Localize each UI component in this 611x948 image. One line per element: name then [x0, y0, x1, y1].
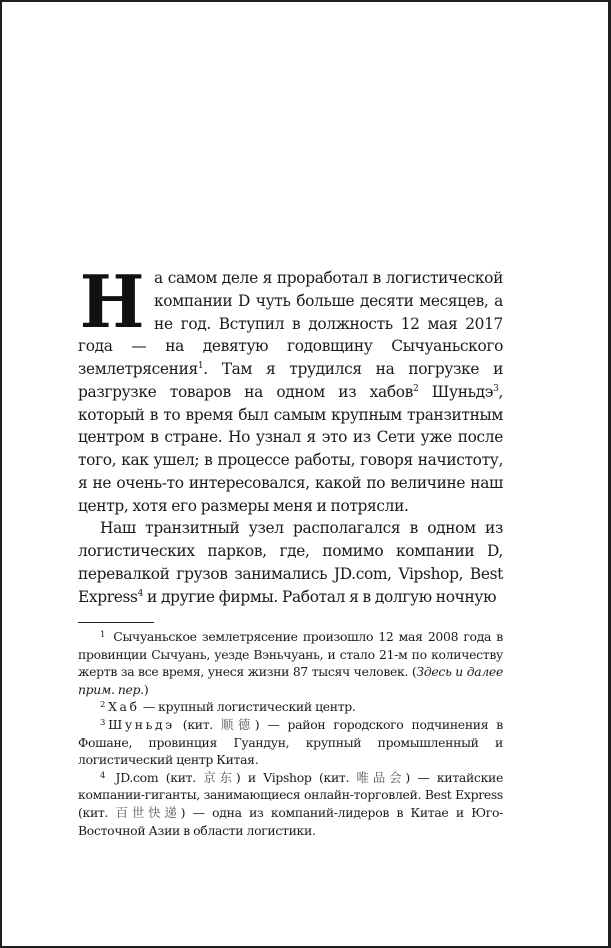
chinese-characters: 京东: [203, 769, 236, 785]
footnote-ref-1[interactable]: 1: [197, 361, 204, 371]
footnote-term: Хаб: [108, 699, 140, 715]
footnote-text: ) — одна из компаний-лидеров в Китае и Юго-Восточной Азии в области логистики.: [78, 804, 503, 838]
footnote-number: 3: [100, 717, 106, 728]
footnote-1: [78, 628, 503, 698]
footnote-text: Сычуаньское землетрясение произошло 12 мая 2008 года в провинции Сычуань, уезде Вэньчуань, и стало 21-м по количеству жертв за все время, унеся жизни 87 тысяч человек. (: [78, 629, 503, 680]
footnote-text: ) — китайские компании-гиганты, занимающиеся онлайн-торговлей. Best Express (кит.: [78, 769, 504, 820]
paragraph-1-text: а самом деле я проработал в логистической компании D чуть больше десяти месяцев, а не год. Вступил в должность 12 мая 2017 года — на девятую годовщину Сычуаньского землетрясения: [78, 269, 503, 378]
footnote-term: Шуньдэ: [108, 716, 175, 732]
footnote-text: ) и Vipshop (кит.: [235, 769, 357, 785]
paragraph-2-text: Наш транзитный узел располагался в одном из логистических парков, где, помимо компании D, перевалкой грузов занимались JD.com, Vipshop, Best Express: [78, 519, 503, 606]
book-page: [2, 2, 608, 946]
paragraph-1: [78, 259, 503, 517]
footnote-italic-text: Здесь и далее прим. пер.: [78, 664, 504, 697]
paragraph-2: [78, 517, 503, 608]
footnote-ref-2[interactable]: 2: [412, 383, 419, 394]
paragraph-1-text: Шуньдэ: [418, 382, 494, 401]
footnote-text: — крупный логистический центр.: [139, 699, 356, 715]
chinese-characters: 百世快递: [115, 804, 181, 820]
footnote-text: JD.com (кит.: [108, 769, 204, 785]
footnote-ref-3[interactable]: 3: [493, 383, 499, 394]
footnote-separator: [78, 622, 154, 623]
footnotes: [78, 628, 503, 839]
footnote-2: [78, 698, 503, 716]
footnote-number: 4: [100, 770, 106, 781]
footnote-text: (кит.: [174, 716, 221, 732]
footnote-text: ) — район городского подчинения в Фошане, провинция Гуандун, крупный промышленный и логистический центр Китая.: [78, 716, 503, 768]
paragraph-1-text: , который в то время был самым крупным транзитным центром в стране. Но узнал я это из Сети уже после того, как ушел; в процессе работы, говоря начистоту, я не очень-то интересовался, какой по величине наш центр, хотя его размеры меня и потрясли.: [78, 382, 503, 515]
paragraph-2-text: и другие фирмы. Работал я в долгую ночную: [142, 587, 497, 606]
chinese-characters: 唯品会: [356, 769, 406, 785]
drop-cap: Н: [79, 259, 145, 344]
main-text: [78, 259, 503, 608]
footnote-text: ): [143, 681, 149, 697]
footnote-number: 1: [100, 630, 106, 640]
footnote-number: 2: [100, 700, 106, 711]
paragraph-1-text: . Там я трудился на погрузке и разгрузке товаров на одном из хабов: [78, 360, 503, 401]
footnote-ref-4[interactable]: 4: [137, 588, 143, 599]
footnote-4: [78, 769, 503, 839]
footnote-3: [78, 716, 503, 769]
chinese-characters: 顺德: [220, 716, 255, 732]
